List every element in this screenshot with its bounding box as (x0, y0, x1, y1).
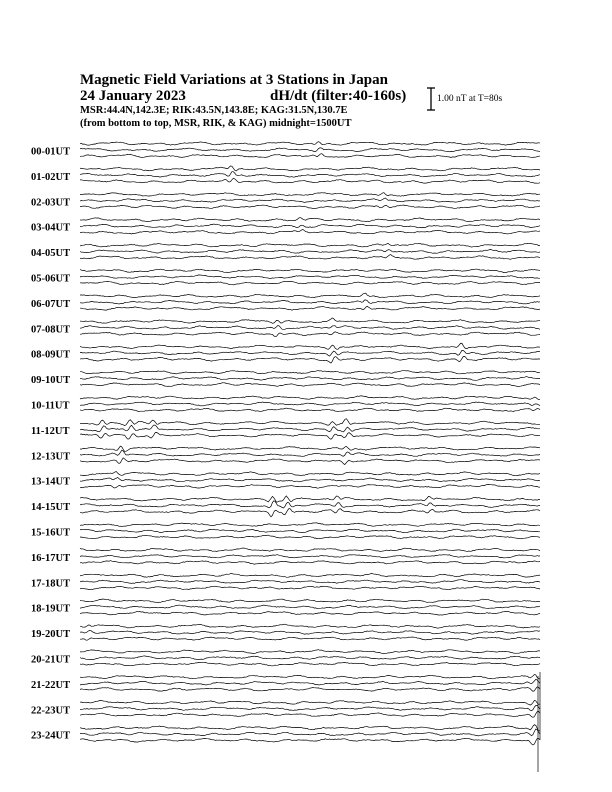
trace-rik (80, 705, 540, 710)
trace-rik (80, 529, 540, 533)
trace-msr (80, 535, 540, 539)
trace-rik (80, 377, 540, 381)
trace-msr (80, 255, 540, 260)
hour-label: 18-19UT (31, 603, 71, 615)
trace-msr (80, 154, 540, 158)
hour-label: 19-20UT (31, 629, 71, 641)
trace-msr (80, 306, 540, 310)
trace-kag (80, 472, 540, 476)
trace-rik (80, 450, 540, 456)
trace-rik (80, 501, 540, 508)
trace-kag (80, 371, 540, 374)
trace-msr (80, 178, 540, 183)
hour-label: 21-22UT (31, 679, 71, 691)
trace-kag (80, 675, 540, 680)
trace-kag (80, 599, 540, 603)
trace-kag (80, 496, 540, 502)
trace-kag (80, 446, 540, 451)
trace-spike (538, 672, 540, 772)
hour-label: 23-24UT (31, 730, 71, 742)
trace-kag (80, 193, 540, 197)
trace-msr (80, 230, 540, 235)
trace-msr (80, 508, 540, 516)
trace-kag (80, 269, 540, 273)
trace-kag (80, 218, 540, 222)
trace-rik (80, 605, 540, 609)
trace-kag (80, 523, 540, 527)
hour-label: 09-10UT (31, 375, 71, 387)
trace-msr (80, 662, 540, 666)
hour-label: 20-21UT (31, 654, 71, 666)
trace-msr (80, 356, 540, 363)
chart-title: Magnetic Field Variations at 3 Stations in Japan (80, 72, 388, 88)
trace-rik (80, 402, 540, 406)
trace-rik (80, 325, 540, 329)
trace-msr (80, 561, 540, 565)
trace-kag (80, 624, 540, 628)
trace-kag (80, 396, 540, 400)
hour-label: 01-02UT (31, 171, 71, 183)
hour-label: 16-17UT (31, 552, 71, 564)
traces-group (80, 142, 540, 772)
trace-rik (80, 555, 540, 558)
trace-rik (80, 224, 540, 228)
trace-msr (80, 738, 540, 745)
hour-label: 07-08UT (31, 324, 71, 336)
station-coordinates: MSR:44.4N,142.3E; RIK:43.5N,143.8E; KAG:31.5N,130.7E (80, 105, 348, 116)
trace-rik (80, 729, 540, 736)
trace-kag (80, 700, 540, 705)
trace-msr (80, 408, 540, 411)
trace-kag (80, 548, 540, 552)
trace-kag (80, 293, 540, 298)
trace-rik (80, 300, 540, 304)
trace-msr (80, 711, 540, 717)
trace-kag (80, 574, 540, 578)
trace-rik (80, 350, 540, 356)
hour-label: 14-15UT (31, 502, 71, 514)
hour-label: 11-12UT (31, 425, 70, 437)
trace-msr (80, 687, 540, 691)
hour-label: 12-13UT (31, 451, 71, 463)
trace-msr (80, 205, 540, 209)
trace-kag (80, 318, 540, 323)
trace-rik (80, 477, 540, 481)
trace-kag (80, 243, 540, 247)
trace-kag (80, 725, 540, 731)
trace-kag (80, 142, 540, 146)
hour-label: 15-16UT (31, 527, 71, 539)
trace-rik (80, 275, 540, 279)
hour-label: 17-18UT (31, 578, 71, 590)
scale-bar-label: 1.00 nT at T=80s (437, 94, 503, 104)
scale-bar (427, 88, 435, 110)
hour-labels-group (31, 147, 70, 742)
trace-rik (80, 148, 540, 152)
trace-kag (80, 166, 540, 171)
trace-kag (80, 650, 540, 654)
trace-msr (80, 383, 540, 387)
station-order-note: (from bottom to top, MSR, RIK, & KAG) midnight=1500UT (80, 118, 352, 129)
hour-label: 06-07UT (31, 298, 71, 310)
hour-label: 00-01UT (31, 146, 71, 158)
trace-rik (80, 580, 540, 584)
trace-msr (80, 332, 540, 337)
trace-rik (80, 250, 540, 254)
hour-label: 02-03UT (31, 197, 71, 209)
chart-quantity: dH/dt (filter:40-160s) (270, 88, 407, 104)
trace-msr (80, 432, 540, 439)
trace-kag (80, 343, 540, 349)
trace-rik (80, 172, 540, 178)
trace-kag (80, 419, 540, 426)
hour-label: 13-14UT (31, 476, 71, 488)
trace-msr (80, 281, 540, 285)
trace-rik (80, 679, 540, 685)
trace-msr (80, 611, 540, 615)
trace-rik (80, 656, 540, 660)
hour-label: 04-05UT (31, 248, 71, 260)
hour-label: 22-23UT (31, 705, 71, 717)
trace-rik (80, 425, 540, 432)
hour-label: 10-11UT (31, 400, 70, 412)
chart-date: 24 January 2023 (80, 88, 186, 104)
trace-msr (80, 637, 540, 640)
hour-label: 08-09UT (31, 349, 71, 361)
trace-msr (80, 484, 540, 488)
trace-msr (80, 458, 540, 465)
trace-rik (80, 198, 540, 202)
hour-label: 03-04UT (31, 222, 71, 234)
hour-label: 05-06UT (31, 273, 71, 285)
trace-msr (80, 586, 540, 590)
trace-rik (80, 631, 540, 635)
